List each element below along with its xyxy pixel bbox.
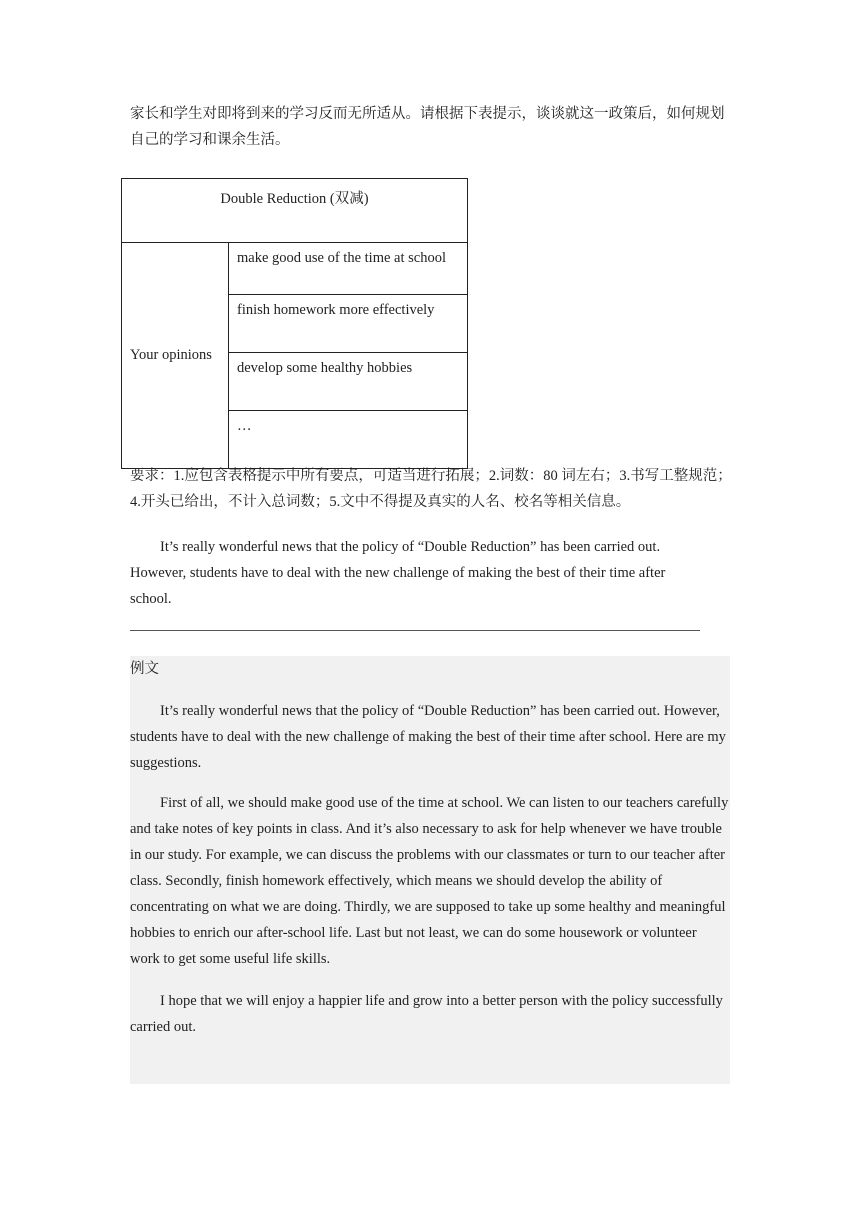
sample-heading: 例文 — [130, 661, 159, 677]
essay-opening: It’s really wonderful news that the policy of “Double Reduction” has been carried out. However, students have to deal with the new challenge of making the best of their time after school. — [130, 539, 666, 607]
table-row-label: Your opinions — [122, 243, 229, 469]
requirements-text: 要求：1.应包含表格提示中所有要点，可适当进行拓展；2.词数：80 词左右；3.书写工整规范；4.开头已给出，不计入总词数；5.文中不得提及真实的人名、校名等相关信息。 — [130, 468, 732, 510]
table-item: make good use of the time at school — [229, 243, 468, 295]
table-item: finish homework more effectively — [229, 295, 468, 353]
writing-line — [130, 630, 700, 631]
task-intro-text: 家长和学生对即将到来的学习反而无所适从。请根据下表提示，谈谈就这一政策后，如何规划自己的学习和课余生活。 — [130, 106, 725, 148]
table-item: develop some healthy hobbies — [229, 353, 468, 411]
table-item: … — [229, 411, 468, 469]
sample-essay-box — [130, 656, 730, 1084]
sample-paragraph: It’s really wonderful news that the policy of “Double Reduction” has been carried out. However, students have to deal with the new challenge of making the best of their time after school. Here are my suggestions. — [130, 703, 726, 771]
sample-paragraph: First of all, we should make good use of the time at school. We can listen to our teachers carefully and take notes of key points in class. And it’s also necessary to ask for help whenever we have trouble in our study. For example, we can discuss the problems with our classmates or turn to our teacher after class. Secondly, finish homework effectively, which means we should develop the ability of concentrating on what we are doing. Thirdly, we are supposed to take up some healthy and meaningful hobbies to enrich our after-school life. Last but not least, we can do some housework or volunteer work to get some useful life skills. — [130, 795, 729, 967]
sample-paragraph: I hope that we will enjoy a happier life and grow into a better person with the policy successfully carried out. — [130, 993, 723, 1035]
table-title: Double Reduction (双减) — [122, 179, 468, 243]
hint-table — [121, 178, 468, 469]
